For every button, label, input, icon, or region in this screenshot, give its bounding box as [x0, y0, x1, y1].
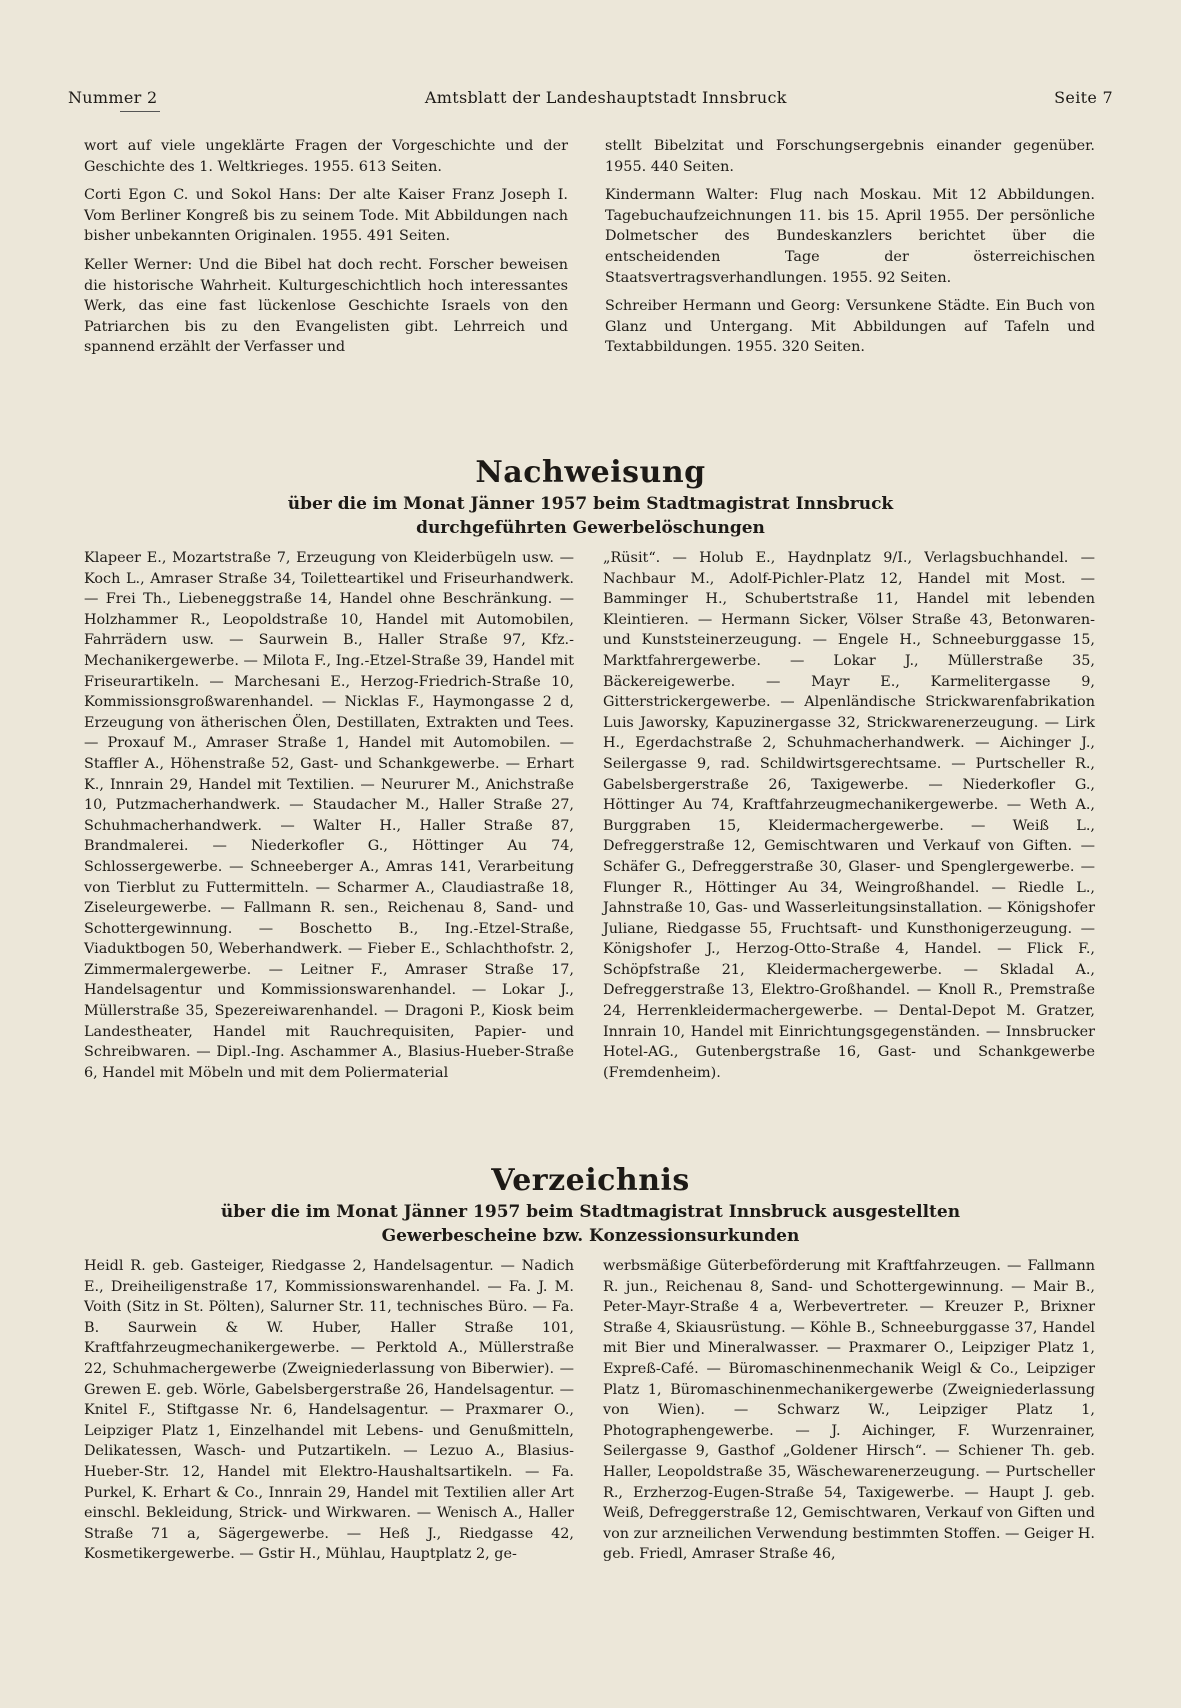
section-heading-verzeichnis — [60, 1162, 1121, 1248]
book-entry: Keller Werner: Und die Bibel hat doch recht. Forscher beweisen die historische Wahrheit. Kulturgeschichtlich hoch interessantes Werk, das eine fast lückenlose Geschichte Israels von den Patriarchen bis zu den Evangelisten gibt. Lehrreich und spannend erzählt der Verfasser und — [84, 256, 568, 356]
book-entry: Schreiber Hermann und Georg: Versunkene Städte. Ein Buch von Glanz und Untergang. Mit Abbildungen auf Tafeln und Textabbildungen. 1955. 320 Seiten. — [605, 298, 1095, 356]
section-title: Nachweisung — [475, 455, 706, 490]
header-rule — [120, 111, 160, 112]
section-subtitle: über die im Monat Jänner 1957 beim Stadtmagistrat Innsbruck ausgestellten — [220, 1202, 961, 1222]
page-header — [68, 88, 1113, 110]
section-subtitle: durchgeführten Gewerbelöschungen — [416, 518, 765, 538]
book-entry: Kindermann Walter: Flug nach Moskau. Mit 12 Abbildungen. Tagebuchaufzeichnungen 11. bis 15. April 1955. Der persönliche Dolmetscher des Bundeskanzlers berichtet über die entscheidenden Tage der österreichischen Staatsvertragsverhandlungen. 1955. 92 Seiten. — [605, 187, 1095, 286]
publication-title: Amtsblatt der Landeshauptstadt Innsbruck — [424, 88, 787, 107]
section-subtitle: über die im Monat Jänner 1957 beim Stadtmagistrat Innsbruck — [287, 494, 894, 514]
list-text: werbsmäßige Güterbeförderung mit Kraftfahrzeugen. — Fallmann R. jun., Reichenau 8, Sand- und Schottergewinnung. — Mair B., Peter-Mayr-Straße 4 a, Werbevertreter. — Kreuzer P., Brixner Straße 4, Skiausrüstung. — Köhle B., Schneeburggasse 37, Handel mit Bier und Mineralwasser. — Praxmarer O., Leipziger Platz 1, Expreß-Café. — Büromaschinenmechanik Weigl & Co., Leipziger Platz 1, Büromaschinenmechanikergewerbe (Zweigniederlassung von Wien). — Schwarz W., Leipziger Platz 1, Photographengewerbe. — J. Aichinger, F. Wurzenrainer, Seilergasse 9, Gasthof „Goldener Hirsch“. — Schiener Th. geb. Haller, Leopoldstraße 35, Wäschewarenerzeugung. — Purtscheller R., Erzherzog-Eugen-Straße 54, Taxigewerbe. — Haupt J. geb. Weiß, Defreggerstraße 12, Gemischtwaren, Verkauf von Giften und von zur arzneilichen Verwendung bestimmten Stoffen. — Geiger H. geb. Friedl, Amraser Straße 46, — [603, 1258, 1095, 1563]
list-text: Heidl R. geb. Gasteiger, Riedgasse 2, Handelsagentur. — Nadich E., Dreiheiligenstraße 17, Kommissionswarenhandel. — Fa. J. M. Voith (Sitz in St. Pölten), Salurner Str. 11, technisches Büro. — Fa. B. Saurwein & W. Huber, Haller Straße 101, Kraftfahrzeugmechanikergewerbe. — Perktold A., Müllerstraße 22, Schuhmachergewerbe (Zweigniederlassung von Biberwier). — Grewen E. geb. Wörle, Gabelsbergerstraße 26, Handelsagentur. — Knitel F., Stiftgasse Nr. 6, Handelsagentur. — Praxmarer O., Leipziger Platz 1, Einzelhandel mit Lebens- und Genußmitteln, Delikatessen, Wasch- und Putzartikeln. — Lezuo A., Blasius-Hueber-Str. 12, Handel mit Elektro-Haushaltsartikeln. — Fa. Purkel, K. Erhart & Co., Innrain 29, Handel mit Textilien aller Art einschl. Bekleidung, Strick- und Wirkwaren. — Wenisch A., Haller Straße 71 a, Sägergewerbe. — Heß J., Riedgasse 42, Kosmetikergewerbe. — Gstir H., Mühlau, Hauptplatz 2, ge- — [84, 1258, 574, 1563]
section-heading-nachweisung — [60, 454, 1121, 540]
book-entry: wort auf viele ungeklärte Fragen der Vorgeschichte und der Geschichte des 1. Weltkrieges. 1955. 613 Seiten. — [84, 138, 568, 175]
bibliography-right-column — [605, 136, 1095, 366]
list-text: Klapeer E., Mozartstraße 7, Erzeugung von Kleiderbügeln usw. — Koch L., Amraser Straße 34, Toiletteartikel und Friseurhandwerk. — Frei Th., Liebeneggstraße 14, Handel ohne Beschränkung. — Holzhammer R., Leopoldstraße 10, Handel mit Automobilen, Fahrrädern usw. — Saurwein B., Haller Straße 97, Kfz.-Mechanikergewerbe. — Milota F., Ing.-Etzel-Straße 39, Handel mit Friseurartikeln. — Marchesani E., Herzog-Friedrich-Straße 10, Kommissionsgroßwarenhandel. — Nicklas F., Haymongasse 2 d, Erzeugung von ätherischen Ölen, Destillaten, Extrakten und Tees. — Proxauf M., Amraser Straße 1, Handel mit Automobilen. — Staffler A., Höhenstraße 52, Gast- und Schankgewerbe. — Erhart K., Innrain 29, Handel mit Textilien. — Neururer M., Anichstraße 10, Putzmacherhandwerk. — Staudacher M., Haller Straße 27, Schuhmacherhandwerk. — Walter H., Haller Straße 87, Brandmalerei. — Niederkofler G., Höttinger Au 74, Schlossergewerbe. — Schneeberger A., Amras 141, Verarbeitung von Tierblut zu Futtermitteln. — Scharmer A., Claudiastraße 18, Ziseleurgewerbe. — Fallmann R. sen., Reichenau 8, Sand- und Schottergewinnung. — Boschetto B., Ing.-Etzel-Straße, Viaduktbogen 50, Weberhandwerk. — Fieber E., Schlachthofstr. 2, Zimmermalergewerbe. — Leitner F., Amraser Straße 17, Handelsagentur und Kommissionswarenhandel. — Lokar J., Müllerstraße 35, Spezereiwarenhandel. — Dragoni P., Kiosk beim Landestheater, Handel mit Rauchrequisiten, Papier- und Schreibwaren. — Dipl.-Ing. Aschammer A., Blasius-Hueber-Straße 6, Handel mit Möbeln und mit dem Poliermaterial — [84, 550, 574, 1081]
book-entry: stellt Bibelzitat und Forschungsergebnis einander gegenüber. 1955. 440 Seiten. — [605, 138, 1095, 175]
issue-number: Nummer 2 — [68, 88, 158, 107]
section-subtitle: Gewerbescheine bzw. Konzessionsurkunden — [381, 1226, 800, 1246]
deregistrations-left-column — [84, 548, 574, 1083]
licenses-left-column — [84, 1256, 574, 1565]
licenses-right-column — [603, 1256, 1095, 1565]
section-title: Verzeichnis — [491, 1163, 690, 1198]
page-number: Seite 7 — [1054, 88, 1113, 107]
bibliography-left-column — [84, 136, 568, 366]
list-text: „Rüsit“. — Holub E., Haydnplatz 9/I., Verlagsbuchhandel. — Nachbaur M., Adolf-Pichler-Platz 12, Handel mit Most. — Bamminger H., Schubertstraße 11, Handel mit lebenden Kleintieren. — Hermann Sicker, Völser Straße 43, Betonwaren- und Kunststeinerzeugung. — Engele H., Schneeburggasse 15, Marktfahrergewerbe. — Lokar J., Müllerstraße 35, Bäckereigewerbe. — Mayr E., Karmelitergasse 9, Gitterstrickergewerbe. — Alpenländische Strickwarenfabrikation Luis Jaworsky, Kapuzinergasse 32, Strickwarenerzeugung. — Lirk H., Egerdachstraße 2, Schuhmacherhandwerk. — Aichinger J., Seilergasse 9, rad. Schildwirtsgerechtsame. — Purtscheller R., Gabelsbergerstraße 26, Taxigewerbe. — Niederkofler G., Höttinger Au 74, Kraftfahrzeugmechanikergewerbe. — Weth A., Burggraben 15, Kleidermachergewerbe. — Weiß L., Defreggerstraße 12, Gemischtwaren und Verkauf von Giften. — Schäfer G., Defreggerstraße 30, Glaser- und Spenglergewerbe. — Flunger R., Höttinger Au 34, Weingroßhandel. — Riedle L., Jahnstraße 10, Gas- und Wasserleitungsinstallation. — Königshofer Juliane, Riedgasse 55, Fruchtsaft- und Kunsthonigerzeugung. — Königshofer J., Herzog-Otto-Straße 4, Handel. — Flick F., Schöpfstraße 21, Kleidermachergewerbe. — Skladal A., Defreggerstraße 13, Elektro-Großhandel. — Knoll R., Premstraße 24, Herrenkleidermachergewerbe. — Dental-Depot M. Gratzer, Innrain 10, Handel mit Einrichtungsgegenständen. — Innsbrucker Hotel-AG., Gutenbergstraße 16, Gast- und Schankgewerbe (Fremdenheim). — [603, 550, 1095, 1081]
book-entry: Corti Egon C. und Sokol Hans: Der alte Kaiser Franz Joseph I. Vom Berliner Kongreß bis zu seinem Tode. Mit Abbildungen nach bisher unbekannten Originalen. 1955. 491 Seiten. — [84, 187, 568, 245]
deregistrations-right-column — [603, 548, 1095, 1083]
